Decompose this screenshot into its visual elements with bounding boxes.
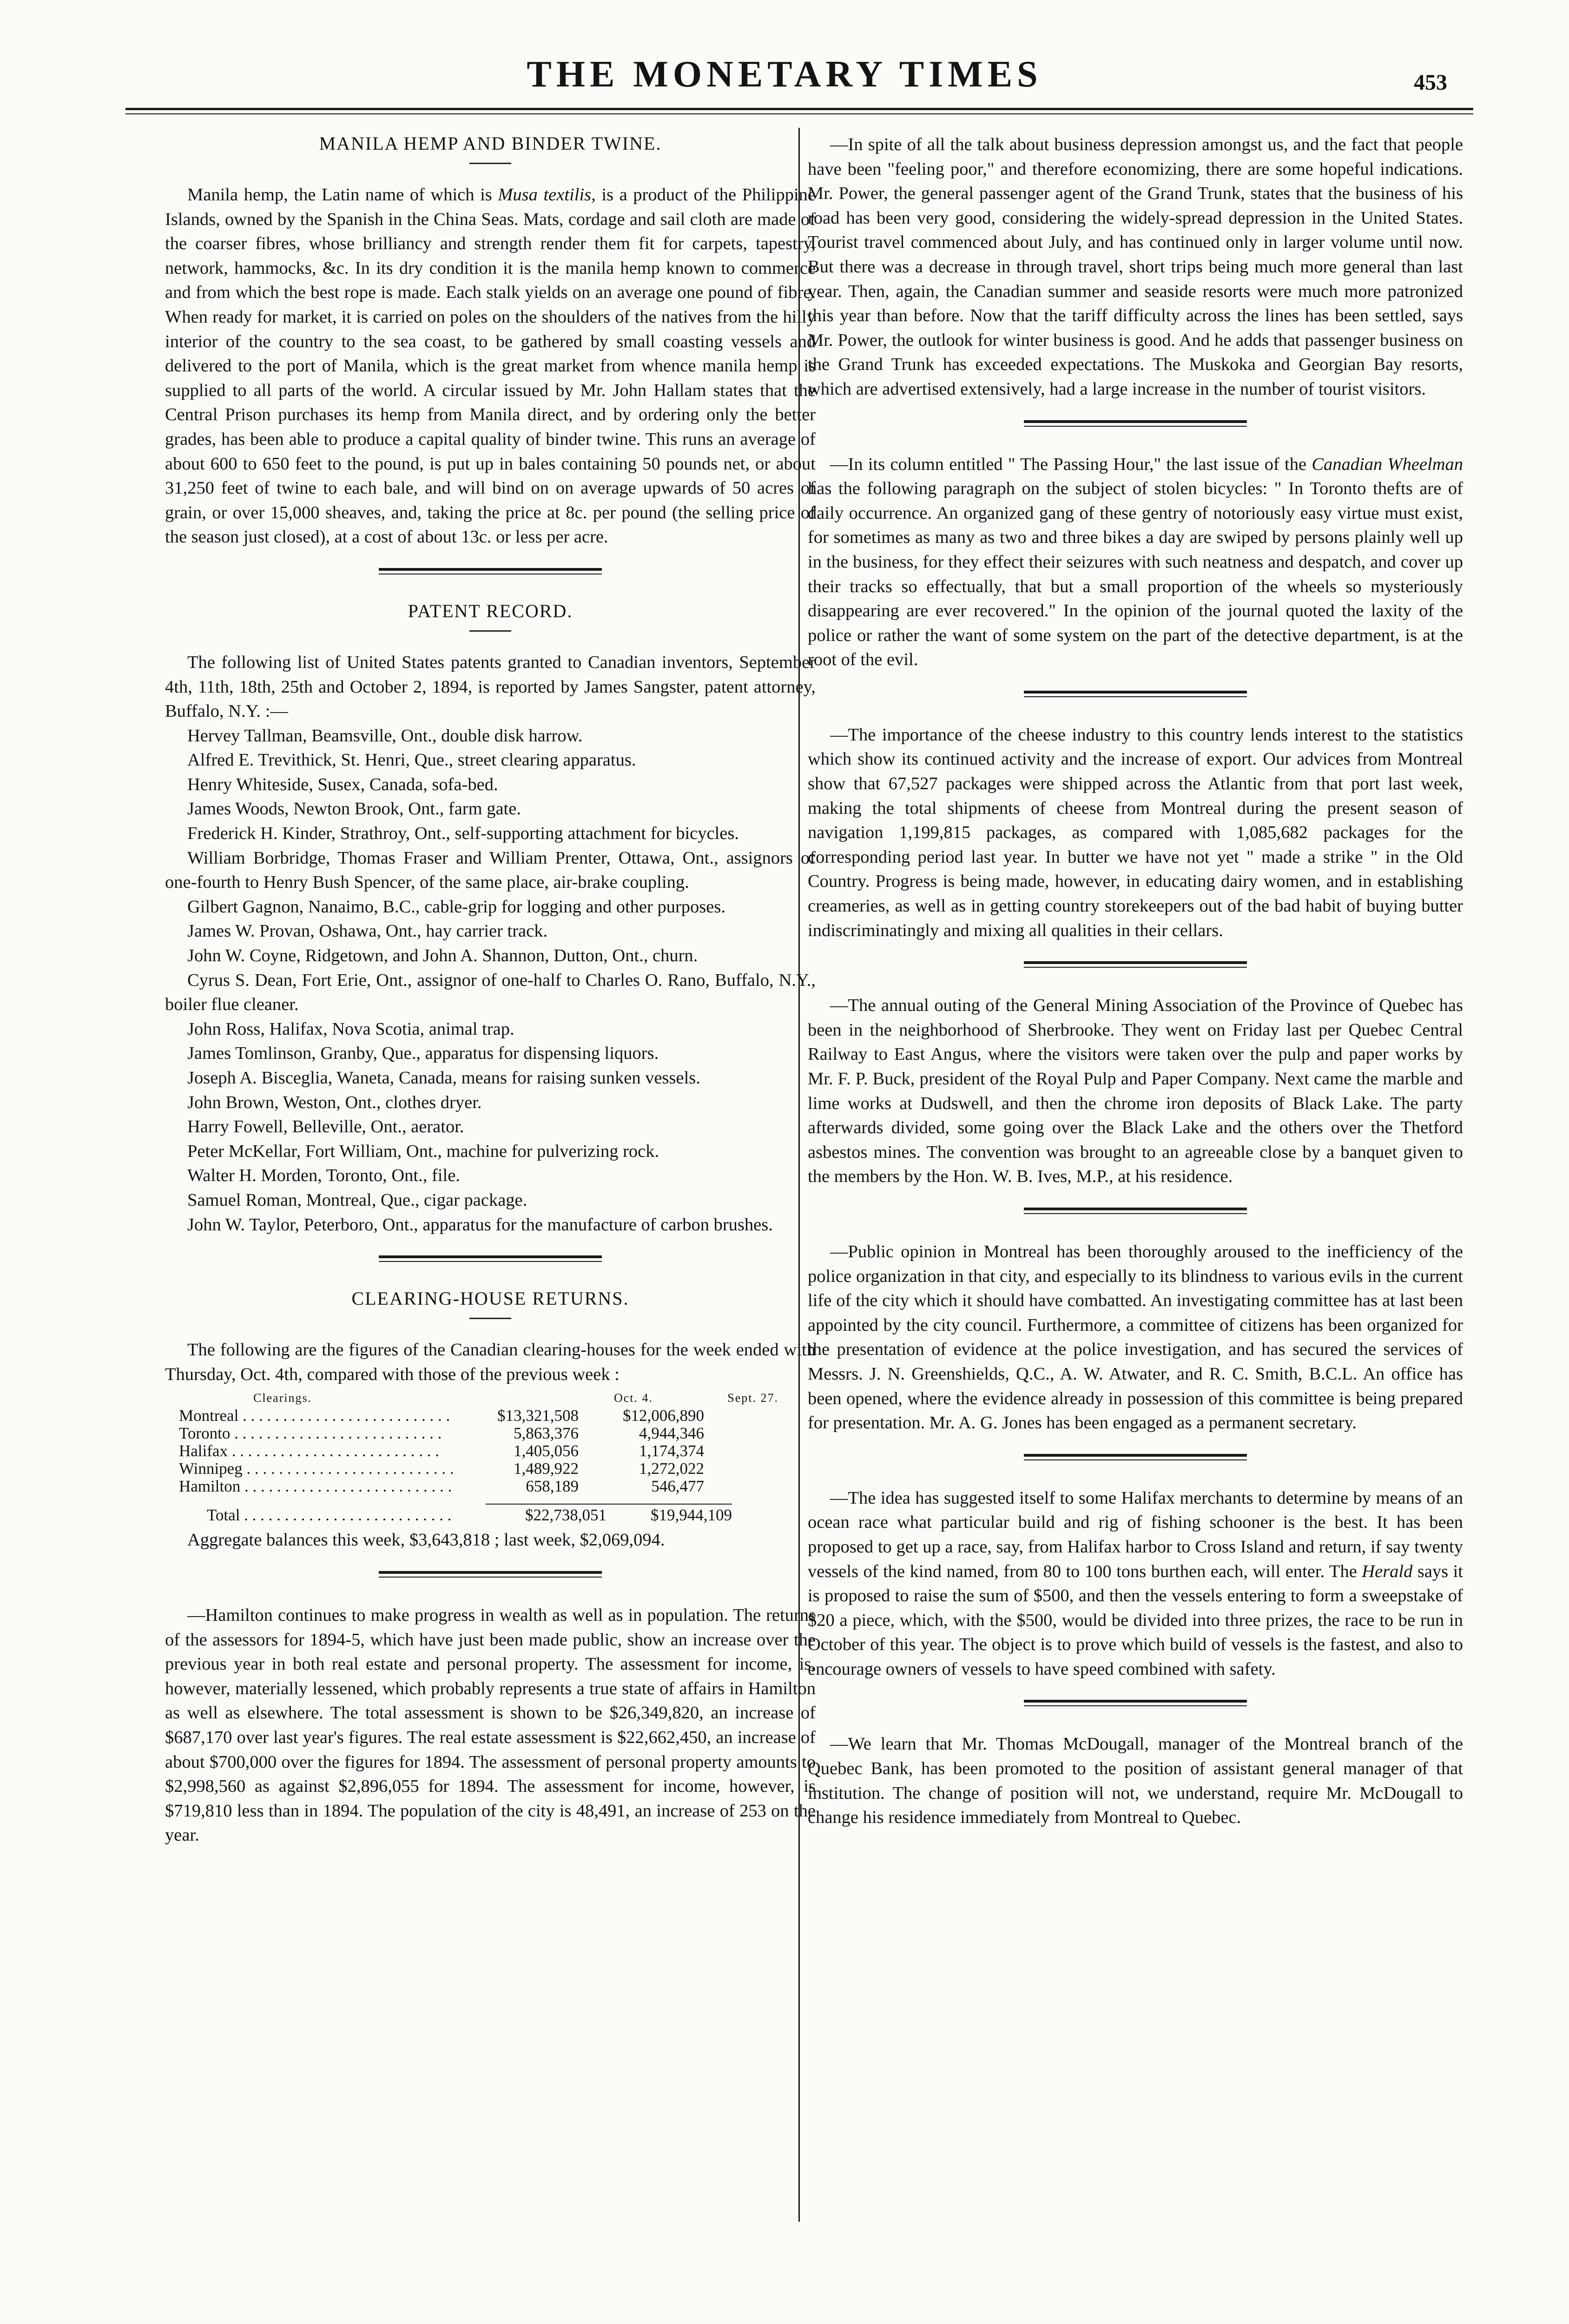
patent-record-article (165, 600, 816, 1237)
clearing-table (165, 1389, 816, 1524)
section-divider (1024, 420, 1247, 427)
clearing-total-sept27: $19,944,109 (607, 1504, 732, 1524)
manila-latin-name: Musa textilis, (498, 185, 596, 205)
manila-hemp-text (165, 183, 816, 549)
section-divider (379, 1571, 602, 1578)
section-divider (1024, 1208, 1247, 1214)
patent-item: Harry Fowell, Belleville, Ont., aerator. (187, 1117, 464, 1137)
masthead-title: THE MONETARY TIMES (527, 54, 1042, 95)
depression-paragraph: —In spite of all the talk about business depression amongst us, and the fact that people have been "feeling poor," and therefore economizing, there are some hopeful indications. Mr. Power, the general passenger agent of the Grand Trunk, states that the business of his road has been very good, considering the widely-spread depression in the United States. Tourist travel commenced about July, and has continued only in larger volume until now. But there was a decrease in through travel, short trips being much more general than last year. Then, again, the Canadian summer and seaside resorts were much more patronized this year than before. Now that the tariff difficulty across the lines has been settled, says Mr. Power, the outlook for winter business is good. And he adds that passenger business on the Grand Trunk has exceeded expectations. The Muskoka and Georgian Bay resorts, which are advertised extensively, had a large increase in the number of tourist visitors. (808, 135, 1463, 399)
patent-item: John Brown, Weston, Ont., clothes dryer. (187, 1092, 482, 1112)
clearing-oct4-value: 1,489,922 (514, 1459, 579, 1478)
bicycle-text-part: —In its column entitled " The Passing Hour," the last issue of the (830, 454, 1312, 474)
heading-rule (469, 630, 511, 632)
canadian-wheelman-title: Canadian Wheelman (1312, 454, 1463, 474)
clearing-total-row (165, 1504, 816, 1524)
clearing-col-oct4: Oct. 4. (613, 1391, 653, 1405)
masthead-rule-thin (125, 113, 1473, 114)
clearing-sept27-value: 4,944,346 (639, 1424, 704, 1443)
aggregate-balances: Aggregate balances this week, $3,643,818 ; last week, $2,069,094. (187, 1530, 665, 1550)
bicycle-thefts-paragraph (808, 452, 1463, 672)
mcdougall-paragraph: —We learn that Mr. Thomas McDougall, manager of the Montreal branch of the Quebec Bank, has been promoted to the position of assistant general manager of that institution. The change of position will not, we understand, require Mr. McDougall to change his residence immediately from Montreal to Quebec. (808, 1734, 1463, 1828)
patent-item: Walter H. Morden, Toronto, Ont., file. (187, 1166, 460, 1186)
patent-item: Gilbert Gagnon, Nanaimo, B.C., cable-grip for logging and other purposes. (187, 897, 725, 917)
patent-intro: The following list of United States patents granted to Canadian inventors, September 4th, 11th, 18th, 25th and October 2, 1894, is reported by James Sangster, patent attorney, Buffalo, N.Y. :— (165, 652, 816, 721)
clearing-row (165, 1478, 816, 1495)
herald-title: Herald (1362, 1561, 1413, 1581)
clearing-oct4-value: 658,189 (526, 1477, 579, 1496)
hamilton-paragraph: —Hamilton continues to make progress in wealth as well as in population. The returns of the assessors for 1894-5, which have just been made public, show an increase over the previous year in both real estate and personal property. The assessment for income, is, however, materially lessened, which probably represents a true state of affairs in Hamilton as well as elsewhere. The total assessment is shown to be $26,349,820, an increase of $687,170 over last year's figures. The real estate assessment is $22,662,450, an increase of about $700,000 over the figures for 1894. The assessment of personal property amounts to $2,998,560 as against $2,896,055 for 1894. The assessment for income, however, is $719,810 less than in 1894. The population of the city is 48,491, an increase of 253 on the year. (165, 1605, 816, 1845)
masthead-rule-thick (125, 108, 1473, 110)
heading-rule (469, 163, 511, 164)
patent-record-heading: PATENT RECORD. (408, 600, 573, 621)
clearing-row (165, 1425, 816, 1442)
cheese-industry-paragraph: —The importance of the cheese industry to this country lends interest to the statistics which show its continued activity and the increase of export. Our advices from Montreal show that 67,527 packages were shipped across the Atlantic from that port last week, making the total shipments of cheese from Montreal during the present season of navigation 1,199,815 packages, as compared with 1,085,682 packages for the corresponding period last year. In butter we have not yet " made a strike " in the Old Country. Progress is being made, however, in educating dairy women, and in establishing creameries, as well as in getting country storekeepers out of the bad habit of buying butter indiscriminatingly and mixing all qualities in their cellars. (808, 725, 1463, 940)
clearing-city: Winnipeg . . . (165, 1460, 458, 1478)
montreal-police-paragraph: —Public opinion in Montreal has been thoroughly aroused to the inefficiency of the police organization in that city, and especially to its blindness to various evils in the current life of the city which it should have combatted. An investigating committee has at last been appointed by the city council. Furthermore, a committee of citizens has been organized for the presentation of evidence at the police investigation, and has secured the services of Messrs. J. N. Greenshields, Q.C., A. W. Atwater, and R. C. Smith, B.C.L. An office has been opened, where the evidence already in possession of this committee is being prepared for presentation. Mr. A. G. Jones has been engaged as a permanent secretary. (808, 1241, 1463, 1433)
left-column (165, 132, 816, 1848)
clearing-oct4-value: 5,863,376 (514, 1424, 579, 1443)
halifax-race-paragraph (808, 1486, 1463, 1682)
patent-item: James W. Provan, Oshawa, Ont., hay carrier track. (187, 921, 548, 941)
clearing-total-oct4: $22,738,051 (486, 1504, 607, 1524)
clearing-city: Toronto . . . (165, 1425, 458, 1442)
clearing-oct4-value: $13,321,508 (497, 1406, 579, 1425)
patent-item: John W. Taylor, Peterboro, Ont., apparatus for the manufacture of carbon brushes. (187, 1215, 773, 1235)
section-divider (1024, 691, 1247, 697)
clearing-sept27-value: 546,477 (651, 1477, 704, 1496)
section-divider (379, 568, 602, 574)
section-divider (379, 1255, 602, 1262)
clearing-house-article (165, 1287, 816, 1552)
manila-hemp-heading: MANILA HEMP AND BINDER TWINE. (319, 133, 662, 154)
clearing-total-label: Total . . . (165, 1506, 486, 1524)
clearing-col-label: Clearings. (253, 1391, 312, 1405)
halifax-text-part: says it is proposed to raise the sum of $500, and then the vessels entering to form a sweepstake of $20 a piece, which, with the $500, would be divided into three prizes, the race to be run in October of this year. The object is to prove which build of vessels is the fastest, and also to encourage owners of vessels to have speed combined with safety. (808, 1561, 1464, 1679)
clearing-house-heading: CLEARING-HOUSE RETURNS. (351, 1288, 629, 1309)
clearing-sept27-value: 1,174,374 (639, 1442, 704, 1460)
manila-text-part: Manila hemp, the Latin name of which is (187, 185, 498, 205)
clearing-row (165, 1407, 816, 1425)
clearing-sept27-value: $12,006,890 (623, 1406, 704, 1425)
clearing-city: Halifax . . . (165, 1442, 458, 1460)
clearing-oct4-value: 1,405,056 (514, 1442, 579, 1460)
patent-item: James Tomlinson, Granby, Que., apparatus for dispensing liquors. (187, 1043, 659, 1063)
patent-item: Joseph A. Bisceglia, Waneta, Canada, means for raising sunken vessels. (187, 1068, 700, 1088)
right-column (808, 132, 1463, 1830)
clearing-row (165, 1442, 816, 1460)
patent-item: Samuel Roman, Montreal, Que., cigar package. (187, 1190, 527, 1210)
section-divider (1024, 1454, 1247, 1460)
patent-item: Alfred E. Trevithick, St. Henri, Que., street clearing apparatus. (187, 750, 636, 770)
section-divider (1024, 1700, 1247, 1706)
page-number: 453 (1414, 70, 1447, 95)
patent-item: William Borbridge, Thomas Fraser and William Prenter, Ottawa, Ont., assignors of one-fourth to Henry Bush Spencer, of the same place, air-brake coupling. (165, 848, 816, 892)
clearing-intro: The following are the figures of the Canadian clearing-houses for the week ended with Thursday, Oct. 4th, compared with those of the previous week : (165, 1340, 816, 1384)
patent-item: James Woods, Newton Brook, Ont., farm gate. (187, 799, 521, 819)
patent-item: Peter McKellar, Fort William, Ont., machine for pulverizing rock. (187, 1141, 659, 1161)
mining-association-paragraph: —The annual outing of the General Mining Association of the Province of Quebec has been in the neighborhood of Sherbrooke. They went on Friday last per Quebec Central Railway to East Angus, where the visitors were taken over the pulp and paper works by Mr. F. P. Buck, president of the Royal Pulp and Paper Company. Next came the marble and lime works at Dudswell, and then the chrome iron deposits of Black Lake. The party afterwards divided, some going over the Black Lake and the others over the Thetford asbestos mines. The convention was brought to an agreeable close by a banquet given to the members by the Hon. W. B. Ives, M.P., at his residence. (808, 996, 1463, 1187)
manila-text-part: is a product of the Philippine Islands, owned by the Spanish in the China Seas. Mats, cordage and sail cloth are made of the coarser fibres, whose brilliancy and strength render them fit for carpets, tapestry, network, hammocks, &c. In its dry condition it is the manila hemp known to commerce and from which the best rope is made. Each stalk yields on an average one pound of fibre. When ready for market, it is carried on poles on the shoulders of the natives from the hilly interior of the country to the sea coast, to be gathered by small coasting vessels and delivered to the port of Manila, which is the great market from whence manila hemp is supplied to all parts of the world. A circular issued by Mr. John Hallam states that the Central Prison purchases its hemp from Manila direct, and by ordering only the better grades, has been able to produce a capital quality of binder twine. This runs an average of about 600 to 650 feet to the pound, is put up in bales containing 50 pounds net, or about 31,250 feet of twine to each bale, and will bind on on average upwards of 50 acres of grain, or over 15,000 sheaves, and, taking the price at 8c. per pound (the selling price of the season just closed), at a cost of about 13c. or less per acre. (165, 185, 816, 547)
clearing-sept27-value: 1,272,022 (639, 1459, 704, 1478)
patent-item: Hervey Tallman, Beamsville, Ont., double disk harrow. (187, 726, 583, 746)
patent-item: Frederick H. Kinder, Strathroy, Ont., self-supporting attachment for bicycles. (187, 824, 739, 844)
section-divider (1024, 961, 1247, 968)
clearing-city: Montreal . . . (165, 1407, 458, 1425)
bicycle-text-part: has the following paragraph on the subject of stolen bicycles: " In Toronto thefts are of daily occurrence. An organized gang of these gentry of notoriously easy virtue must exist, for sometimes as many as two and three bikes a day are swiped by persons plainly well up in the business, for they effect their seizures with such neatness and despatch, and cover up their tracks so effectually, that but a small proportion of the wheels so mysteriously disappearing are ever recovered." In the opinion of the journal quoted the laxity of the police or rather the want of some system on the part of the detective department, is at the root of the evil. (808, 479, 1463, 670)
patent-item: John Ross, Halifax, Nova Scotia, animal trap. (187, 1019, 514, 1039)
clearing-col-sept27: Sept. 27. (727, 1391, 778, 1405)
manila-hemp-article (165, 132, 816, 549)
patent-item: Cyrus S. Dean, Fort Erie, Ont., assignor of one-half to Charles O. Rano, Buffalo, N.Y., boiler flue cleaner. (165, 970, 816, 1015)
heading-rule (469, 1318, 511, 1319)
patent-list (165, 724, 816, 1237)
clearing-table-header (165, 1389, 816, 1407)
patent-item: John W. Coyne, Ridgetown, and John A. Shannon, Dutton, Ont., churn. (187, 946, 698, 966)
clearing-city: Hamilton . . . (165, 1478, 458, 1495)
patent-item: Henry Whiteside, Susex, Canada, sofa-bed. (187, 774, 498, 794)
clearing-row (165, 1460, 816, 1478)
halifax-text-part: —The idea has suggested itself to some Halifax merchants to determine by means of an ocean race what particular build and rig of fishing schooner is the best. It has been proposed to get up a race, say, from Halifax harbor to Cross Island and return, if say twenty vessels of the kind named, from 80 to 100 tons burthen each, will enter. The (808, 1488, 1463, 1581)
